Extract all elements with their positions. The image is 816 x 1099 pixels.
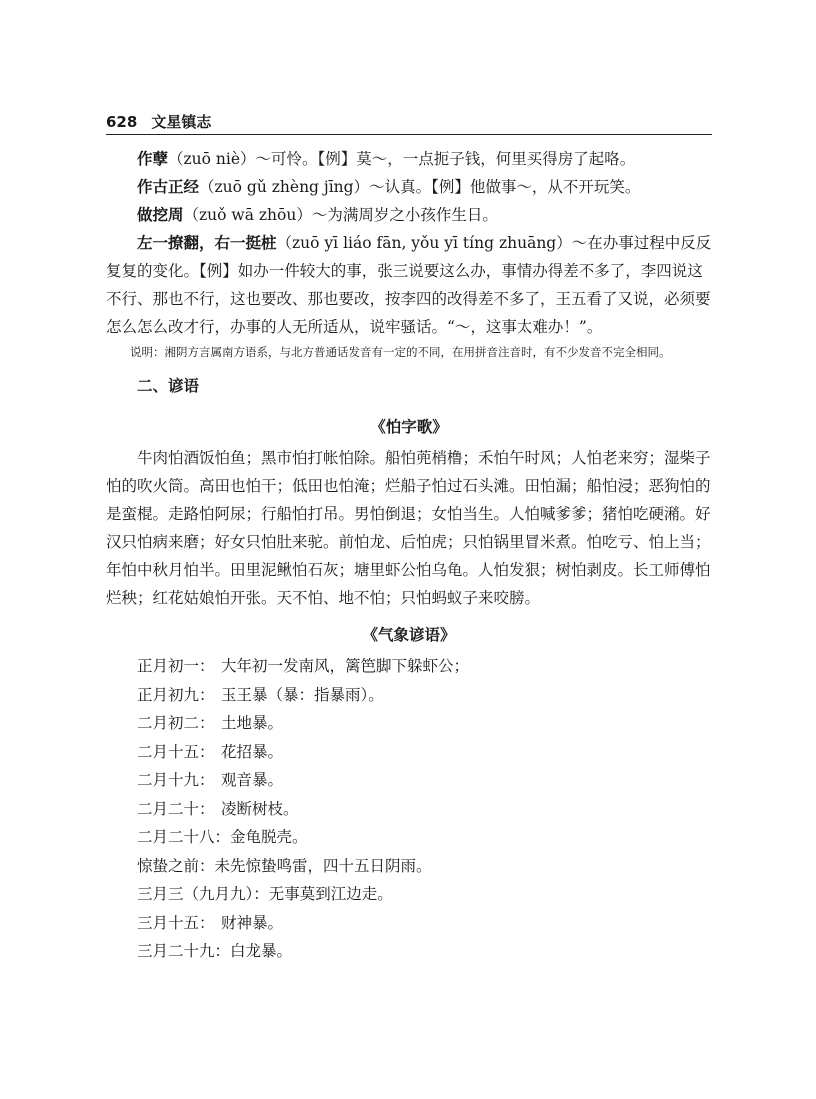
weather-row [106, 652, 712, 681]
weather-row [106, 709, 712, 738]
weather-date: 正月初九： [137, 685, 215, 704]
page-content [106, 145, 712, 966]
entry-zuoguzhengjing [106, 173, 712, 201]
song-title: 《怕字歌》 [370, 418, 448, 436]
weather-saying: 玉王暴（暴：指暴雨）。 [221, 685, 384, 704]
entry-term: 左一撩翻，右一挺桩 [137, 234, 277, 252]
weather-row [106, 823, 712, 852]
book-title: 文星镇志 [151, 113, 212, 131]
weather-saying: 未先惊蛰鸣雷，四十五日阴雨。 [214, 856, 432, 875]
weather-title: 《气象谚语》 [362, 626, 456, 644]
section-heading: 二、谚语 [137, 377, 200, 395]
weather-row [106, 852, 712, 881]
song-body: 牛肉怕酒饭怕鱼；黑市怕打帐怕除。船怕蔸梢橹；禾怕午时风；人怕老来穷；湿柴子怕的吹火筒。高田也怕干；低田也怕淹；烂船子怕过石头滩。田怕漏；船怕浸；恶狗怕的是蛮棍。走路怕阿尿；行船怕打吊。男怕倒退；女怕当生。人怕喊爹爹；猪怕吃硬潲。好汉只怕病来磨；好女只怕肚来驼。前怕龙、后怕虎；只怕锅里冒米煮。怕吃亏、怕上当；年怕中秋月怕半。田里泥鳅怕石灰；塘里虾公怕乌龟。人怕发狠；树怕剥皮。长工师傅怕烂秧；红花姑娘怕开张。天不怕、地不怕；只怕蚂蚁子来咬膀。 [106, 449, 711, 607]
weather-date: 正月初一： [137, 657, 215, 675]
weather-saying: 白龙暴。 [230, 942, 293, 960]
weather-saying: 观音暴。 [221, 771, 284, 789]
entry-definition: （zuō yī liáo fān, yǒu yī tíng zhuāng）～在办事过程中反反复复的变化。【例】如办一件较大的事，张三说要这么办，事情办得差不多了，李四说这不行、那也不行，这也要改、那也要改，按李四的改得差不多了，王五看了又说，必须要怎么怎么改才行，办事的人无所适从，说牢骚话。“～，这事太难办！”。 [106, 234, 712, 336]
weather-date: 三月二十九： [137, 942, 231, 960]
weather-saying: 金龟脱壳。 [230, 828, 308, 846]
page-number: 628 [106, 113, 138, 131]
entry-zuoyiliaofan [106, 229, 712, 341]
entry-zuowazhou [106, 201, 712, 229]
weather-date: 二月初二： [137, 714, 215, 732]
weather-date: 二月十九： [137, 771, 215, 789]
entry-zuonie [106, 145, 712, 173]
weather-saying: 无事莫到江边走。 [268, 885, 393, 903]
weather-row [106, 795, 712, 824]
entry-term: 做挖周 [137, 206, 184, 224]
entry-definition: （zuǒ wā zhōu）～为满周岁之小孩作生日。 [183, 206, 498, 224]
dialect-note: 说明：湘阴方言属南方语系，与北方普通话发音有一定的不同，在用拼音注音时，有不少发音不完全相同。 [130, 345, 671, 359]
weather-row [106, 681, 712, 710]
page-header [106, 112, 712, 135]
weather-date: 三月三（九月九）： [137, 885, 269, 903]
weather-date: 惊蛰之前： [137, 856, 215, 875]
weather-row [106, 880, 712, 909]
weather-date: 二月十五： [137, 742, 215, 761]
entry-definition: （zuō gǔ zhèng jīng）～认真。【例】他做事～，从不开玩笑。 [199, 178, 641, 196]
weather-list [106, 652, 712, 966]
weather-row [106, 766, 712, 795]
weather-row [106, 937, 712, 966]
weather-row [106, 909, 712, 938]
weather-saying: 土地暴。 [221, 714, 284, 732]
entry-definition: （zuō niè）～可怜。【例】莫～，一点扼子钱，何里买得房了起咯。 [168, 150, 636, 168]
weather-date: 二月二十八： [137, 828, 231, 846]
weather-saying: 花招暴。 [221, 742, 284, 761]
entry-term: 作古正经 [137, 178, 200, 196]
weather-saying: 财神暴。 [221, 913, 284, 932]
weather-date: 三月十五： [137, 913, 215, 932]
entry-term: 作孽 [137, 150, 169, 168]
weather-saying: 凌断树枝。 [221, 799, 299, 818]
weather-row [106, 738, 712, 767]
weather-saying: 大年初一发南风，篱笆脚下躲虾公； [221, 657, 470, 675]
weather-date: 二月二十： [137, 799, 215, 818]
